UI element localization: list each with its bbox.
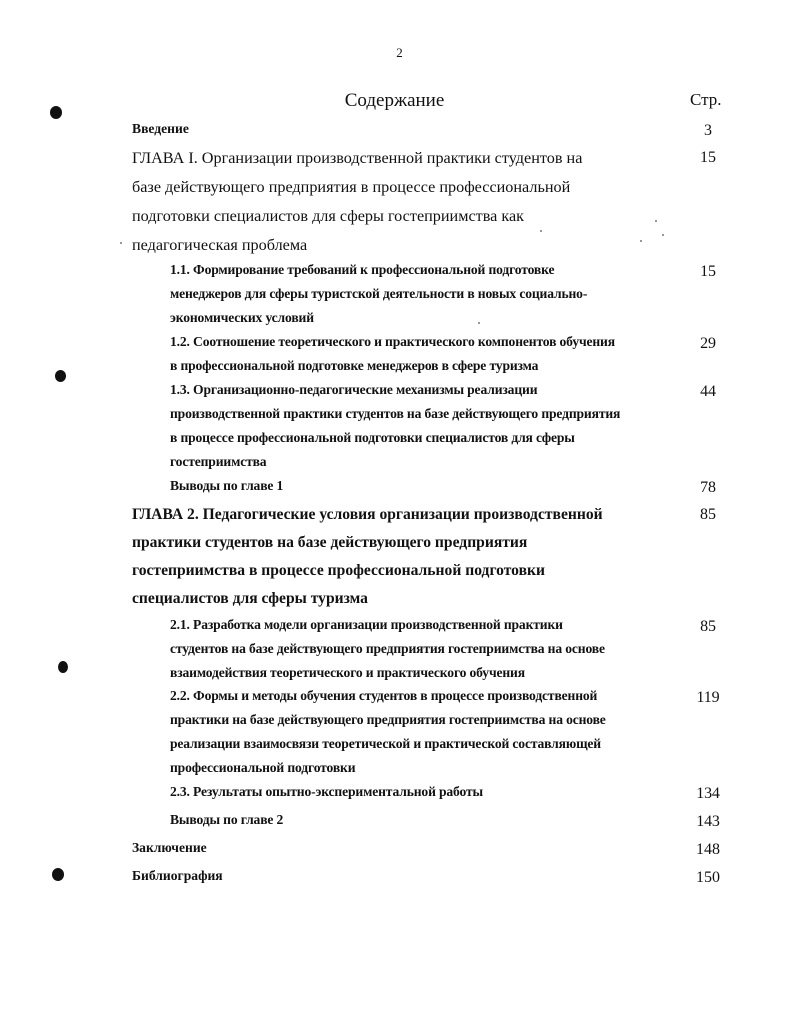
toc-entry-line: гостеприимства в процессе профессиональной подготовки <box>132 562 545 579</box>
toc-entry-line: практики на базе действующего предприятия гостеприимства на основе <box>170 712 606 727</box>
toc-entry-page: 44 <box>700 383 716 400</box>
toc-entry-line: подготовки специалистов для сферы гостеприимства как <box>132 207 525 225</box>
scan-smudge <box>52 868 64 881</box>
toc-entry-line: 1.3. Организационно-педагогические механизмы реализации <box>170 382 538 397</box>
scan-smudge <box>58 661 68 673</box>
toc-entry-page: 134 <box>696 785 720 802</box>
scan-speck <box>120 242 122 244</box>
toc-entry-line: взаимодействия теоретического и практического обучения <box>170 665 525 680</box>
toc-entry-page: 150 <box>696 869 720 886</box>
scan-speck <box>478 322 480 324</box>
toc-entry-line: Выводы по главе 2 <box>170 812 284 827</box>
toc-entry-page: 78 <box>700 479 716 496</box>
toc-entry-line: производственной практики студентов на базе действующего предприятия <box>170 406 621 421</box>
toc-entry-page: 119 <box>696 689 720 706</box>
toc-entry-line: Выводы по главе 1 <box>170 478 284 493</box>
toc-entry-line: менеджеров для сферы туристской деятельности в новых социально- <box>170 286 588 301</box>
scan-speck <box>640 240 642 242</box>
toc-entry-line: ГЛАВА 2. Педагогические условия организации производственной <box>132 506 603 523</box>
toc-entry-line: в профессиональной подготовке менеджеров в сфере туризма <box>170 358 539 373</box>
toc-entry-line: гостеприимства <box>170 454 267 469</box>
toc-entry-page: 148 <box>696 841 720 858</box>
toc-entry-page: 15 <box>700 263 716 280</box>
toc-entry-line: Заключение <box>132 840 207 855</box>
toc-entry-line: педагогическая проблема <box>132 236 308 254</box>
toc-entry-line: 2.1. Разработка модели организации производственной практики <box>170 617 563 632</box>
toc-entry-line: ГЛАВА I. Организации производственной практики студентов на <box>132 149 583 167</box>
toc-title <box>0 90 799 112</box>
toc-entry-page: 15 <box>700 149 716 166</box>
toc-entry-line: 1.2. Соотношение теоретического и практического компонентов обучения <box>170 334 615 349</box>
scan-smudge <box>50 106 62 119</box>
toc-entry-line: реализации взаимосвязи теоретической и практической составляющей <box>170 736 601 751</box>
toc-entry-line: базе действующего предприятия в процессе профессиональной <box>132 178 571 196</box>
page-column-header: Стр. <box>690 90 722 109</box>
toc-entry-line: 2.3. Результаты опытно-экспериментальной работы <box>170 784 483 799</box>
scan-speck <box>662 234 664 236</box>
toc-entry-line: в процессе профессиональной подготовки специалистов для сферы <box>170 430 575 445</box>
scan-speck <box>655 220 657 222</box>
toc-entry-page: 85 <box>700 618 716 635</box>
toc-entry-line: специалистов для сферы туризма <box>132 590 368 607</box>
toc-entry-line: практики студентов на базе действующего предприятия <box>132 534 528 551</box>
toc-entry-line: 2.2. Формы и методы обучения студентов в процессе производственной <box>170 688 598 703</box>
toc-entry-line: Введение <box>132 121 189 136</box>
toc-entry-line: студентов на базе действующего предприятия гостеприимства на основе <box>170 641 605 656</box>
toc-entry-page: 3 <box>704 122 712 139</box>
toc-entry-line: экономических условий <box>170 310 314 325</box>
page-number: 2 <box>396 45 403 60</box>
toc-entry-page: 85 <box>700 506 716 523</box>
scan-smudge <box>55 370 66 382</box>
toc-entry-page: 143 <box>696 813 720 830</box>
toc-entry-line: Библиография <box>132 868 223 883</box>
scan-speck <box>540 230 542 232</box>
toc-entry-page: 29 <box>700 335 716 352</box>
toc-entry-line: профессиональной подготовки <box>170 760 356 775</box>
toc-entry-line: 1.1. Формирование требований к профессиональной подготовке <box>170 262 555 277</box>
toc-title-text: Содержание <box>344 90 445 111</box>
